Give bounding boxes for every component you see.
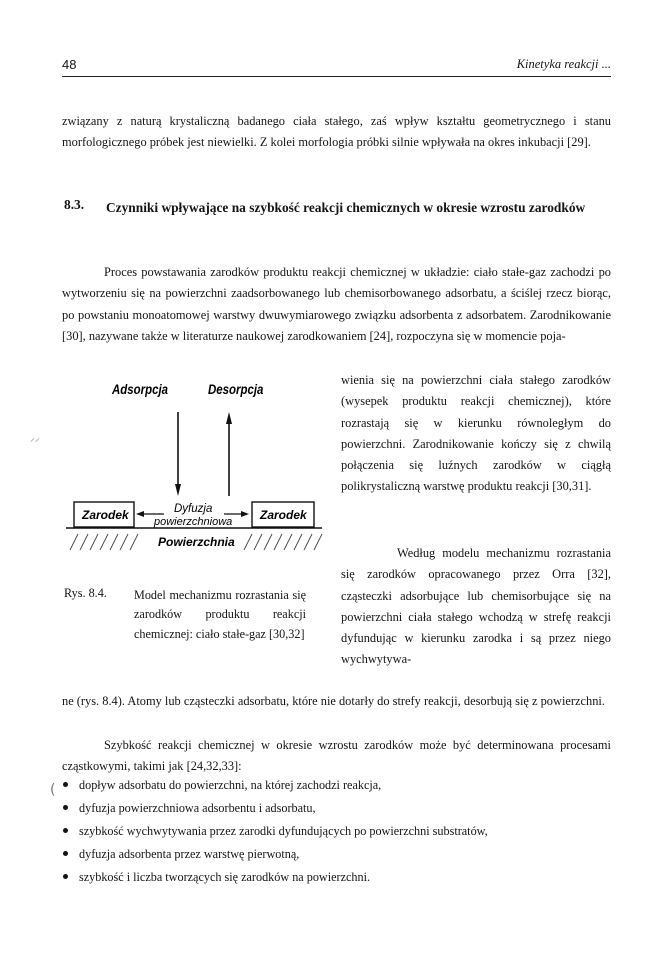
nucleus-right-label: Zarodek [260,508,307,522]
section-number: 8.3. [64,197,85,212]
adsorption-label: Adsorpcja [112,382,169,398]
rate-factors-list [60,775,620,890]
paragraph-rate: Szybkość reakcji chemicznej w okresie wzrostu zarodków może być determinowana procesami cząstkowymi, takimi jak [24,32,33]: [62,738,611,774]
right-column-paragraph-2: Według modelu mechanizmu rozrastania się zarodków opracowanego przez Orra [32], cząsteczki adsorbujące lub chemisorbujące się na powierzchni ciała stałego wchodzą w strefę reakcji dyfundując w kierunku zarodka i są przez niego wychwytywa- [341,546,611,667]
scan-mark-icon: ⸝⸝ [30,433,40,444]
diffusion-label-line1: Dyfuzja [174,503,213,515]
bullet-icon [63,851,68,856]
list-item: dyfuzja powierzchniowa adsorbentu i adsorbatu, [60,798,620,821]
bullet-icon [63,874,68,879]
figure-caption-label: Rys. 8.4. [64,586,107,600]
page-number: 48 [62,57,77,72]
nucleus-left-label: Zarodek [82,508,129,522]
paragraph-after-figure: ne (rys. 8.4). Atomy lub cząsteczki adsorbatu, które nie dotarły do strefy reakcji, desorbują się z powierzchni. [62,694,605,708]
figure-nucleus-growth-model [60,372,332,572]
page-header [62,56,611,77]
list-item: dopływ adsorbatu do powierzchni, na której zachodzi reakcja, [60,775,620,798]
intro-paragraph: związany z naturą krystaliczną badanego ciała stałego, zaś wpływ kształtu geometrycznego i stanu morfologicznego próbek jest niewielki. Z kolei morfologia próbki silnie wpływała na okres inkubacji [29]. [62,114,611,150]
diffusion-arrow-left-head-icon [136,511,144,517]
desorption-arrow-head-icon [226,412,232,424]
desorption-label: Desorpcja [208,382,264,398]
list-item: szybkość i liczba tworzących się zarodków na powierzchni. [60,867,620,890]
figure-caption-text: Model mechanizmu rozrastania się zarodków produktu reakcji chemicznej: ciało stałe-gaz [30,32] [134,588,306,641]
list-item: dyfuzja adsorbenta przez warstwę pierwotną, [60,844,620,867]
bullet-icon [63,782,68,787]
right-column-paragraph-1: wienia się na powierzchni ciała stałego zarodków (wysepek produktu reakcji chemicznej), które rozrastają się w kierunku równoległym do powierzchni. Zarodnikowanie kończy się z chwilą połączenia się luźnych zarodków w ciągłą polikrystaliczną warstwę produktu reakcji [30,31]. [341,373,611,494]
surface-label: Powierzchnia [158,535,235,549]
adsorption-arrow-head-icon [175,484,181,496]
diagram [60,372,332,572]
diffusion-arrow-right-head-icon [241,511,249,517]
main-paragraph: Proces powstawania zarodków produktu reakcji chemicznej w układzie: ciało stałe-gaz zachodzi po wytworzeniu się na powierzchni zaadsorbowanego lub chemisorbowanego adsorbatu, a ściślej rzecz biorąc, po powstaniu monoatomowej warstwy dwuwymiarowego związku adsorbenta z adsorbatem. Zarodnikowanie [30], nazywane także w literaturze naukowej zarodkowaniem [24], rozpoczyna się w momencie poja- [62,265,611,343]
diffusion-label-line2: powierzchniowa [154,516,233,528]
bullet-icon [63,828,68,833]
running-title: Kinetyka reakcji ... [516,57,611,71]
scan-mark-icon: ( [50,782,56,798]
list-item: szybkość wychwytywania przez zarodki dyfundujących po powierzchni substratów, [60,821,620,844]
section-title: Czynniki wpływające na szybkość reakcji chemicznych w okresie wzrostu zarodków [106,200,586,215]
bullet-icon [63,805,68,810]
